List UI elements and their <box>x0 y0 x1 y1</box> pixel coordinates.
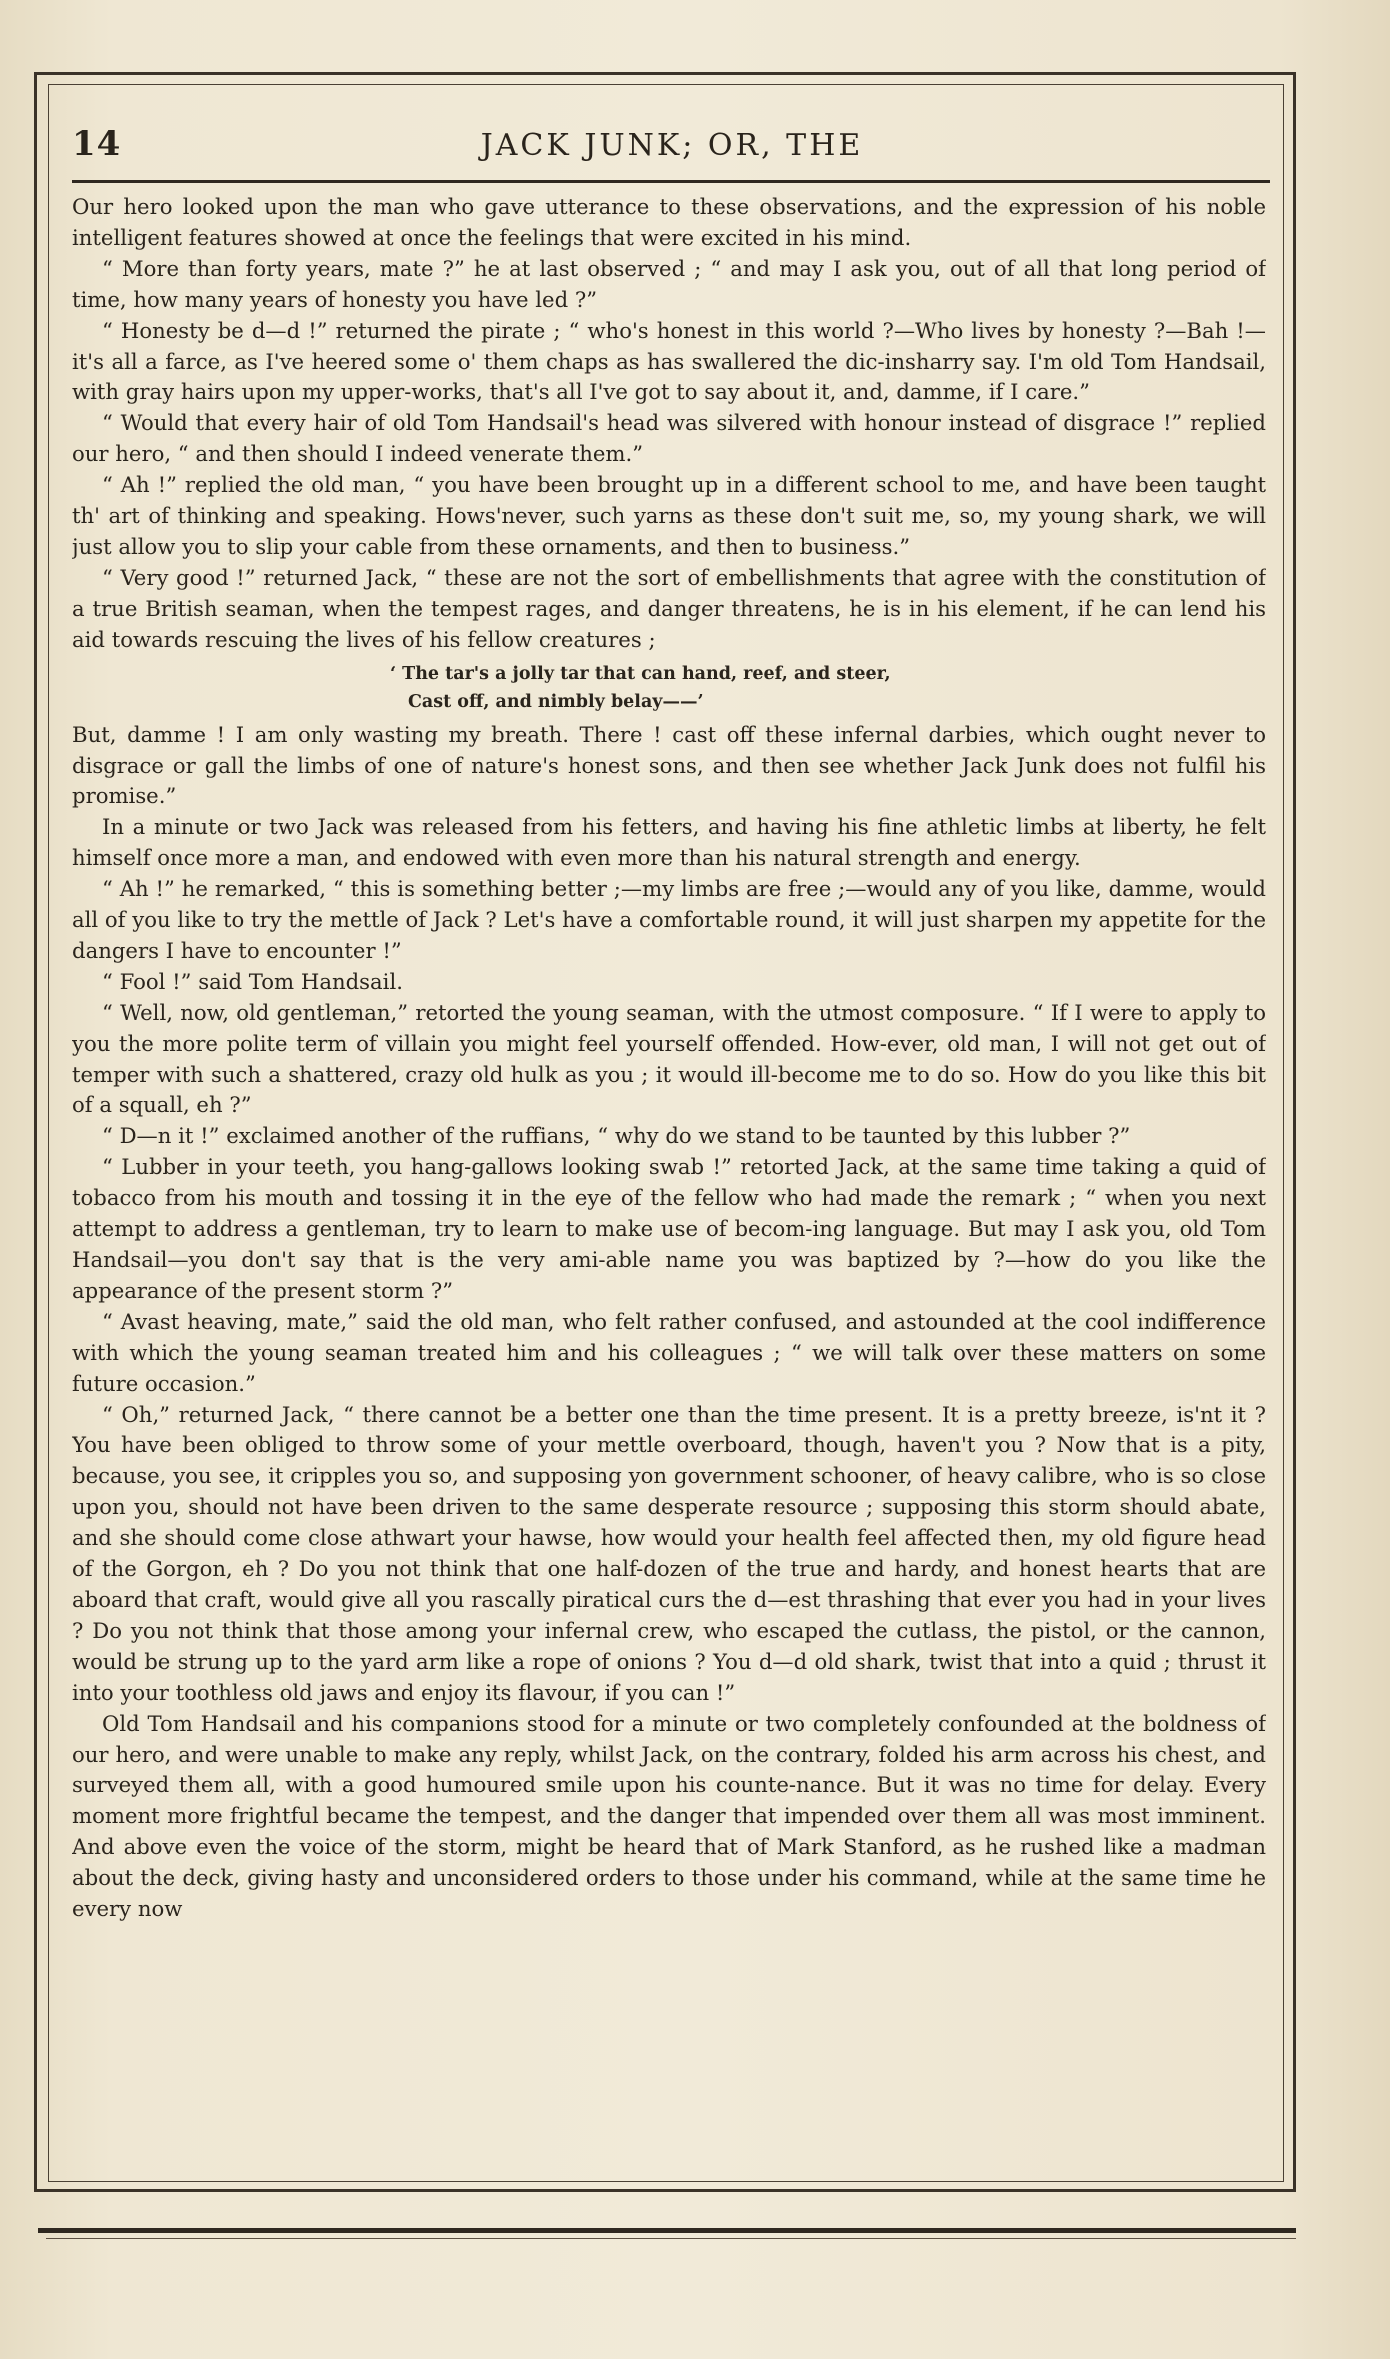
paragraph: “ D—n it !” exclaimed another of the ruffians, “ why do we stand to be taunted by this lubber ?” <box>102 1123 1131 1149</box>
verse-quote <box>72 660 1266 716</box>
header-rule <box>72 180 1270 183</box>
paragraph: “ Avast heaving, mate,” said the old man, who felt rather confused, and astounded at the cool indifference with which the young seaman treated him and his colleagues ; “ we will talk over these matters on some future occasion.” <box>72 1308 1266 1396</box>
page-number: 14 <box>72 124 122 164</box>
paragraph: “ Lubber in your teeth, you hang-gallows looking swab !” retorted Jack, at the same time taking a quid of tobacco from his mouth and tossing it in the eye of the fellow who had made the remark ; “ when you next attempt to address a gentleman, try to learn to make use of becom-ing language. But may I ask you, old Tom Handsail—you don't say that is the very ami-able name you was baptized by ?—how do you like the appearance of the present storm ?” <box>72 1154 1266 1303</box>
paragraph: “ Honesty be d—d !” returned the pirate ; “ who's honest in this world ?—Who lives by honesty ?—Bah !—it's all a farce, as I've heered some o' them chaps as has swallered the dic-insharry say. I'm old Tom Handsail, with gray hairs upon my upper-works, that's all I've got to say about it, and, damme, if I care.” <box>72 317 1266 405</box>
paragraph: “ Ah !” he remarked, “ this is something better ;—my limbs are free ;—would any of you like, damme, would all of you like to try the mettle of Jack ? Let's have a comfortable round, it will just sharpen my appetite for the dangers I have to encounter !” <box>72 876 1266 963</box>
footer-rule <box>38 2228 1296 2233</box>
page-header <box>72 118 1272 166</box>
body-text <box>72 192 1266 2182</box>
paragraph: “ Oh,” returned Jack, “ there cannot be a better one than the time present. It is a pretty breeze, is'nt it ? You have been obliged to throw some of your mettle overboard, though, haven't you ? Now that is a pity, because, you see, it cripples you so, and supposing yon government schooner, of heavy calibre, who is so close upon you, should not have been driven to the same desperate resource ; supposing this storm should abate, and she should come close athwart your hawse, how would your health feel affected then, my old figure head of the Gorgon, eh ? Do you not think that one half-dozen of the true and hardy, and honest hearts that are aboard that craft, would give all you rascally piratical curs the d—est thrashing that ever you had in your lives ? Do you not think that those among your infernal crew, who escaped the cutlass, the pistol, or the cannon, would be strung up to the yard arm like a rope of onions ? You d—d old shark, twist that into a quid ; thrust it into your toothless old jaws and enjoy its flavour, if you can !” <box>72 1401 1266 1705</box>
paragraph: “ Very good !” returned Jack, “ these are not the sort of embellishments that agree with the constitution of a true British seaman, when the tempest rages, and danger threatens, he is in his element, if he can lend his aid towards rescuing the lives of his fellow creatures ; <box>72 564 1266 652</box>
verse-line: ‘ The tar's a jolly tar that can hand, reef, and steer, <box>390 663 891 684</box>
paragraph: Our hero looked upon the man who gave utterance to these observations, and the expression of his noble intelligent features showed at once the feelings that were excited in his mind. <box>72 194 1266 250</box>
paragraph: “ Would that every hair of old Tom Handsail's head was silvered with honour instead of disgrace !” replied our hero, “ and then should I indeed venerate them.” <box>72 410 1266 467</box>
verse-line: Cast off, and nimbly belay——’ <box>408 691 704 712</box>
paragraph: In a minute or two Jack was released from his fetters, and having his fine athletic limbs at liberty, he felt himself once more a man, and endowed with even more than his natural strength and energy. <box>72 814 1266 871</box>
paragraph: “ Ah !” replied the old man, “ you have been brought up in a different school to me, and have been taught th' art of thinking and speaking. Hows'never, such yarns as these don't suit me, so, my young shark, we will just allow you to slip your cable from these ornaments, and then to business.” <box>72 472 1266 559</box>
paragraph: “ Well, now, old gentleman,” retorted the young seaman, with the utmost composure. “ If I were to apply to you the more polite term of villain you might feel yourself offended. How-ever, old man, I will not get out of temper with such a shattered, crazy old hulk as you ; it would ill-become me to do so. How do you like this bit of a squall, eh ?” <box>72 999 1266 1118</box>
footer-rule-thin <box>46 2238 1296 2239</box>
paragraph: Old Tom Handsail and his companions stood for a minute or two completely confounded at the boldness of our hero, and were unable to make any reply, whilst Jack, on the contrary, folded his arm across his chest, and surveyed them all, with a good humoured smile upon his counte-nance. But it was no time for delay. Every moment more frightful became the tempest, and the danger that impended over them all was most imminent. And above even the voice of the storm, might be heard that of Mark Stanford, as he rushed like a madman about the deck, giving hasty and unconsidered orders to those under his command, while at the same time he every now <box>72 1710 1266 1922</box>
paragraph: “ Fool !” said Tom Handsail. <box>102 968 403 994</box>
paragraph: But, damme ! I am only wasting my breath. There ! cast off these infernal darbies, which ought never to disgrace or gall the limbs of one of nature's honest sons, and then see whether Jack Junk does not fulfil his promise.” <box>72 721 1266 809</box>
running-head: JACK JUNK; OR, THE <box>480 128 864 163</box>
paragraph: “ More than forty years, mate ?” he at last observed ; “ and may I ask you, out of all that long period of time, how many years of honesty you have led ?” <box>72 255 1266 312</box>
